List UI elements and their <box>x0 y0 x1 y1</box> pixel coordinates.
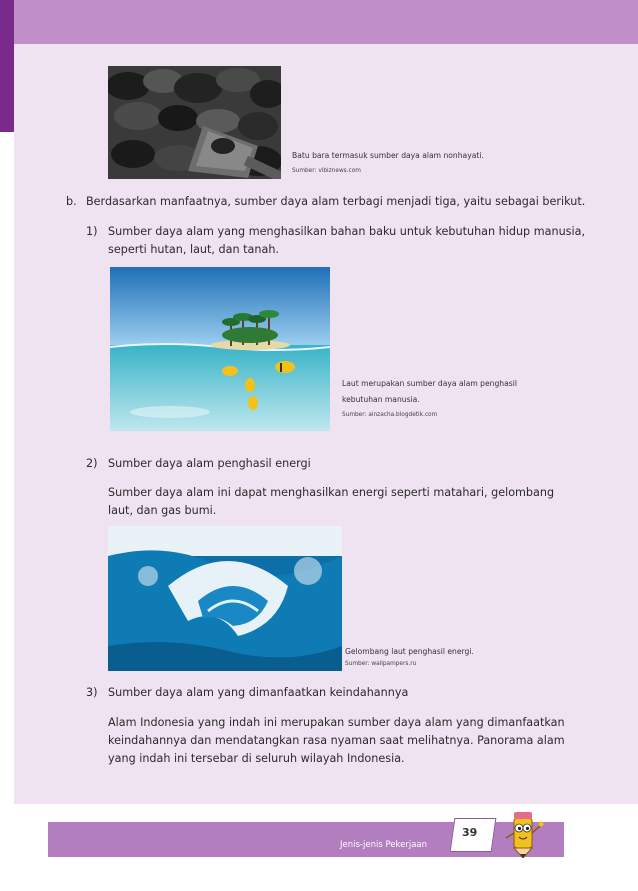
sea-caption-line2: kebutuhan manusia. <box>342 395 420 404</box>
item2-body-line2: laut, dan gas bumi. <box>108 504 217 517</box>
wave-source: Sumber: wallpampers.ru <box>345 661 417 667</box>
item3-number: 3) <box>86 686 98 699</box>
section-b-text: Berdasarkan manfaatnya, sumber daya alam terbagi menjadi tiga, yaitu sebagai berikut. <box>86 195 586 208</box>
item3-title: Sumber daya alam yang dimanfaatkan keindahannya <box>108 686 409 699</box>
item2-body-line1: Sumber daya alam ini dapat menghasilkan energi seperti matahari, gelombang <box>108 486 555 499</box>
coal-caption: Batu bara termasuk sumber daya alam nonhayati. <box>292 151 484 160</box>
pencil-mascot-icon <box>500 808 546 858</box>
coal-photo <box>108 66 281 179</box>
header-band <box>0 0 638 44</box>
sea-photo <box>110 267 330 431</box>
wave-caption: Gelombang laut penghasil energi. <box>345 647 474 656</box>
section-b-marker: b. <box>66 195 77 208</box>
wave-photo <box>108 526 342 671</box>
item1-line2: seperti hutan, laut, dan tanah. <box>108 243 279 256</box>
item1-number: 1) <box>86 225 98 238</box>
coal-source: Sumber: vibiznews.com <box>292 168 361 174</box>
page-number: 39 <box>462 826 478 839</box>
item1-line1: Sumber daya alam yang menghasilkan bahan baku untuk kebutuhan hidup manusia, <box>108 225 586 238</box>
chapter-title: Jenis-jenis Pekerjaan <box>340 840 428 850</box>
sea-caption-line1: Laut merupakan sumber daya alam penghasil <box>342 379 517 388</box>
item3-body-line1: Alam Indonesia yang indah ini merupakan sumber daya alam yang dimanfaatkan <box>108 716 565 729</box>
sea-source: Sumber: ainzacha.blogdetik.com <box>342 412 438 418</box>
item3-body-line3: yang indah ini tersebar di seluruh wilayah Indonesia. <box>108 752 405 765</box>
item3-body-line2: keindahannya dan mendatangkan rasa nyaman saat melihatnya. Panorama alam <box>108 734 565 747</box>
item2-number: 2) <box>86 457 98 470</box>
item2-title: Sumber daya alam penghasil energi <box>108 457 311 470</box>
chapter-tab <box>0 0 14 132</box>
